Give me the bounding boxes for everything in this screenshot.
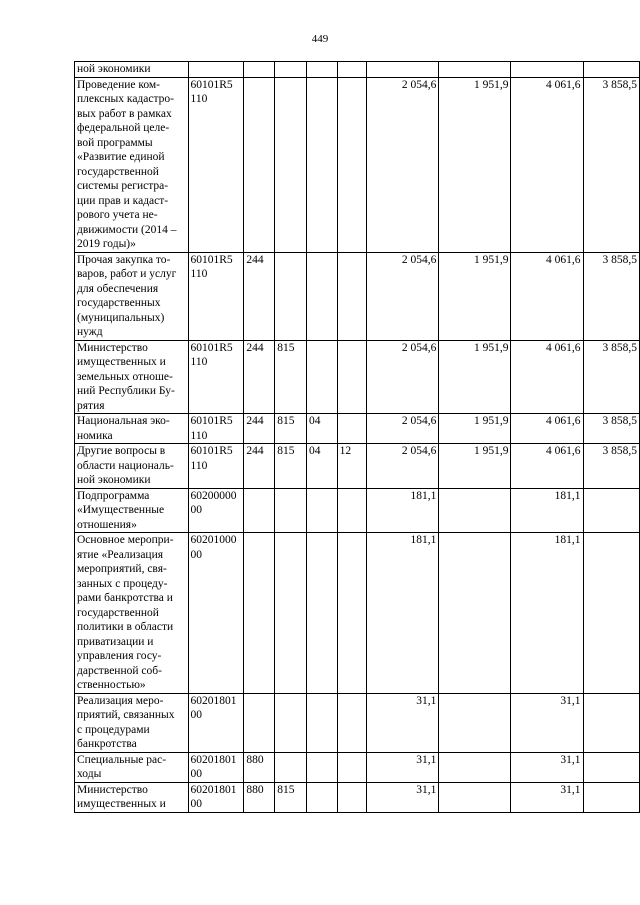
row-csr: 60201801 00 bbox=[188, 752, 244, 782]
table-row bbox=[75, 444, 640, 489]
row-pr bbox=[337, 77, 367, 252]
row-value-3 bbox=[511, 62, 583, 78]
row-vr: 880 bbox=[244, 782, 275, 812]
row-value-3: 4 061,6 bbox=[511, 444, 583, 489]
row-value-2 bbox=[439, 752, 511, 782]
row-csr: 60201801 00 bbox=[188, 693, 244, 752]
row-name: Министерство имущественных и bbox=[75, 782, 189, 812]
row-value-4 bbox=[583, 693, 639, 752]
row-name: Основное меропри- ятие «Реализация мероприятий, свя- занных с процеду- рами банкротства и государственной политики в области приватизации и управления госу- дарственной соб- ственностью» bbox=[75, 533, 189, 694]
row-value-2 bbox=[439, 488, 511, 533]
row-name: Министерство имущественных и земельных отноше- ний Республики Бу- рятия bbox=[75, 340, 189, 414]
row-vr: 244 bbox=[244, 252, 275, 340]
row-value-1: 2 054,6 bbox=[367, 340, 439, 414]
row-grbs: 815 bbox=[275, 414, 307, 444]
row-name: Реализация меро- приятий, связанных с процедурами банкротства bbox=[75, 693, 189, 752]
row-pr bbox=[337, 782, 367, 812]
row-value-4 bbox=[583, 488, 639, 533]
row-value-4: 3 858,5 bbox=[583, 77, 639, 252]
row-value-1: 181,1 bbox=[367, 488, 439, 533]
row-value-4 bbox=[583, 782, 639, 812]
row-grbs: 815 bbox=[275, 444, 307, 489]
row-value-1: 181,1 bbox=[367, 533, 439, 694]
table-row bbox=[75, 488, 640, 533]
row-rz bbox=[306, 488, 337, 533]
row-value-3: 181,1 bbox=[511, 488, 583, 533]
row-vr bbox=[244, 488, 275, 533]
row-pr bbox=[337, 693, 367, 752]
row-value-1: 2 054,6 bbox=[367, 252, 439, 340]
table-row bbox=[75, 252, 640, 340]
row-value-2 bbox=[439, 533, 511, 694]
row-name: Специальные рас- ходы bbox=[75, 752, 189, 782]
table-row bbox=[75, 782, 640, 812]
row-name: ной экономики bbox=[75, 62, 189, 78]
row-pr bbox=[337, 414, 367, 444]
row-name: Другие вопросы в области националь- ной экономики bbox=[75, 444, 189, 489]
row-value-4: 3 858,5 bbox=[583, 414, 639, 444]
row-rz bbox=[306, 782, 337, 812]
row-value-3: 4 061,6 bbox=[511, 340, 583, 414]
row-pr bbox=[337, 340, 367, 414]
row-grbs bbox=[275, 77, 307, 252]
row-name: Прочая закупка то- варов, работ и услуг для обеспечения государственных (муниципальных) нужд bbox=[75, 252, 189, 340]
table-row bbox=[75, 414, 640, 444]
row-value-4 bbox=[583, 752, 639, 782]
table-row bbox=[75, 77, 640, 252]
row-rz: 04 bbox=[306, 444, 337, 489]
row-grbs: 815 bbox=[275, 340, 307, 414]
row-vr: 244 bbox=[244, 444, 275, 489]
page-number: 449 bbox=[311, 33, 329, 45]
row-value-1: 2 054,6 bbox=[367, 414, 439, 444]
row-value-1: 2 054,6 bbox=[367, 77, 439, 252]
row-vr bbox=[244, 77, 275, 252]
row-value-1: 31,1 bbox=[367, 752, 439, 782]
row-value-4 bbox=[583, 533, 639, 694]
row-value-2: 1 951,9 bbox=[439, 252, 511, 340]
row-rz: 04 bbox=[306, 414, 337, 444]
row-value-3: 31,1 bbox=[511, 782, 583, 812]
row-pr bbox=[337, 533, 367, 694]
row-pr bbox=[337, 62, 367, 78]
row-pr bbox=[337, 252, 367, 340]
row-value-2: 1 951,9 bbox=[439, 414, 511, 444]
table-row bbox=[75, 340, 640, 414]
row-value-2 bbox=[439, 693, 511, 752]
row-csr: 60201000 00 bbox=[188, 533, 244, 694]
row-value-3: 31,1 bbox=[511, 693, 583, 752]
row-rz bbox=[306, 693, 337, 752]
row-vr: 244 bbox=[244, 340, 275, 414]
row-rz bbox=[306, 340, 337, 414]
row-grbs bbox=[275, 752, 307, 782]
row-vr: 880 bbox=[244, 752, 275, 782]
row-csr: 60101R5 110 bbox=[188, 252, 244, 340]
row-value-1 bbox=[367, 62, 439, 78]
table-row bbox=[75, 693, 640, 752]
row-csr: 60101R5 110 bbox=[188, 444, 244, 489]
row-grbs: 815 bbox=[275, 782, 307, 812]
row-csr: 60101R5 110 bbox=[188, 77, 244, 252]
row-name: Национальная эко- номика bbox=[75, 414, 189, 444]
row-rz bbox=[306, 62, 337, 78]
row-grbs bbox=[275, 252, 307, 340]
row-csr: 60101R5 110 bbox=[188, 414, 244, 444]
table-row bbox=[75, 533, 640, 694]
row-value-1: 2 054,6 bbox=[367, 444, 439, 489]
row-value-2 bbox=[439, 782, 511, 812]
row-value-3: 4 061,6 bbox=[511, 414, 583, 444]
row-pr bbox=[337, 488, 367, 533]
row-name: Подпрограмма «Имущественные отношения» bbox=[75, 488, 189, 533]
row-value-3: 31,1 bbox=[511, 752, 583, 782]
row-value-2: 1 951,9 bbox=[439, 340, 511, 414]
row-vr: 244 bbox=[244, 414, 275, 444]
row-value-2: 1 951,9 bbox=[439, 444, 511, 489]
table-row bbox=[75, 62, 640, 78]
row-csr: 60101R5 110 bbox=[188, 340, 244, 414]
row-value-4: 3 858,5 bbox=[583, 444, 639, 489]
row-value-2: 1 951,9 bbox=[439, 77, 511, 252]
budget-table bbox=[74, 61, 640, 813]
row-grbs bbox=[275, 488, 307, 533]
row-name: Проведение ком- плексных кадастро- вых работ в рамках федеральной целе- вой программы «Развитие единой государственной системы регистра- ции прав и кадаст- рового учета не- движимости (2014 – 2019 годы)» bbox=[75, 77, 189, 252]
row-value-4: 3 858,5 bbox=[583, 252, 639, 340]
row-value-2 bbox=[439, 62, 511, 78]
row-grbs bbox=[275, 693, 307, 752]
row-csr: 60200000 00 bbox=[188, 488, 244, 533]
row-rz bbox=[306, 252, 337, 340]
row-value-1: 31,1 bbox=[367, 693, 439, 752]
row-value-3: 181,1 bbox=[511, 533, 583, 694]
table-row bbox=[75, 752, 640, 782]
row-rz bbox=[306, 752, 337, 782]
row-pr bbox=[337, 752, 367, 782]
row-rz bbox=[306, 77, 337, 252]
row-value-3: 4 061,6 bbox=[511, 252, 583, 340]
row-vr bbox=[244, 693, 275, 752]
row-value-4: 3 858,5 bbox=[583, 340, 639, 414]
row-pr: 12 bbox=[337, 444, 367, 489]
row-value-1: 31,1 bbox=[367, 782, 439, 812]
row-rz bbox=[306, 533, 337, 694]
row-vr bbox=[244, 533, 275, 694]
row-value-3: 4 061,6 bbox=[511, 77, 583, 252]
row-csr bbox=[188, 62, 244, 78]
row-vr bbox=[244, 62, 275, 78]
row-grbs bbox=[275, 533, 307, 694]
row-value-4 bbox=[583, 62, 639, 78]
row-csr: 60201801 00 bbox=[188, 782, 244, 812]
row-grbs bbox=[275, 62, 307, 78]
